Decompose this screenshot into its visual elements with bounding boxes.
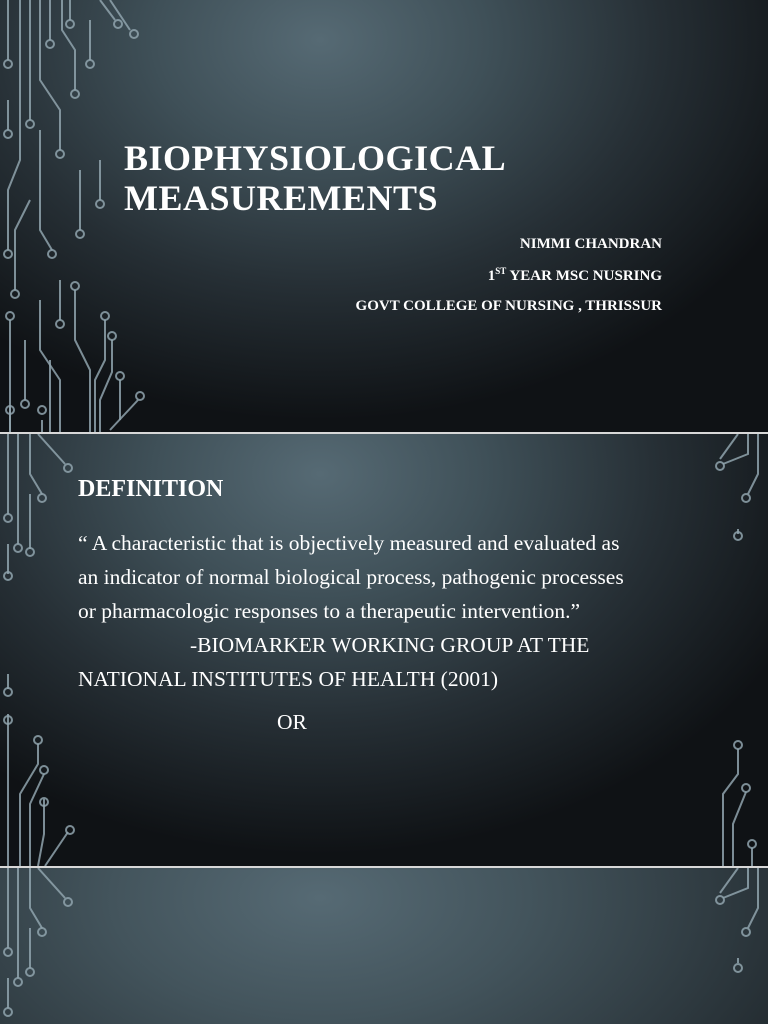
or-separator: OR — [277, 710, 307, 734]
source-line: -BIOMARKER WORKING GROUP AT THE — [190, 633, 590, 657]
next-slide-partial — [0, 868, 768, 1024]
circuit-decoration-right-icon — [708, 868, 768, 1024]
year-number: 1 — [487, 268, 496, 284]
title-line-2: MEASUREMENTS — [124, 178, 439, 218]
author-name: NIMMI CHANDRAN — [519, 236, 662, 252]
quote-line: an indicator of normal biological process, pathogenic processes — [78, 565, 624, 589]
page-title — [124, 138, 684, 218]
circuit-decoration-left-icon — [0, 434, 80, 866]
title-slide — [0, 0, 768, 432]
quote-line: or pharmacologic responses to a therapeutic intervention.” — [78, 599, 581, 623]
course-text: YEAR MSC NUSRING — [506, 268, 662, 284]
section-heading: DEFINITION — [78, 476, 224, 502]
source-line: NATIONAL INSTITUTES OF HEALTH (2001) — [78, 667, 499, 691]
quote-line: “ A characteristic that is objectively measured and evaluated as — [78, 531, 620, 555]
year-ordinal: ST — [495, 266, 507, 276]
college-name: GOVT COLLEGE OF NURSING , THRISSUR — [355, 298, 662, 314]
definition-slide — [0, 434, 768, 866]
circuit-decoration-left-icon — [0, 868, 80, 1024]
definition-text — [78, 526, 718, 696]
title-line-1: BIOPHYSIOLOGICAL — [124, 138, 507, 178]
year-course — [488, 266, 662, 285]
